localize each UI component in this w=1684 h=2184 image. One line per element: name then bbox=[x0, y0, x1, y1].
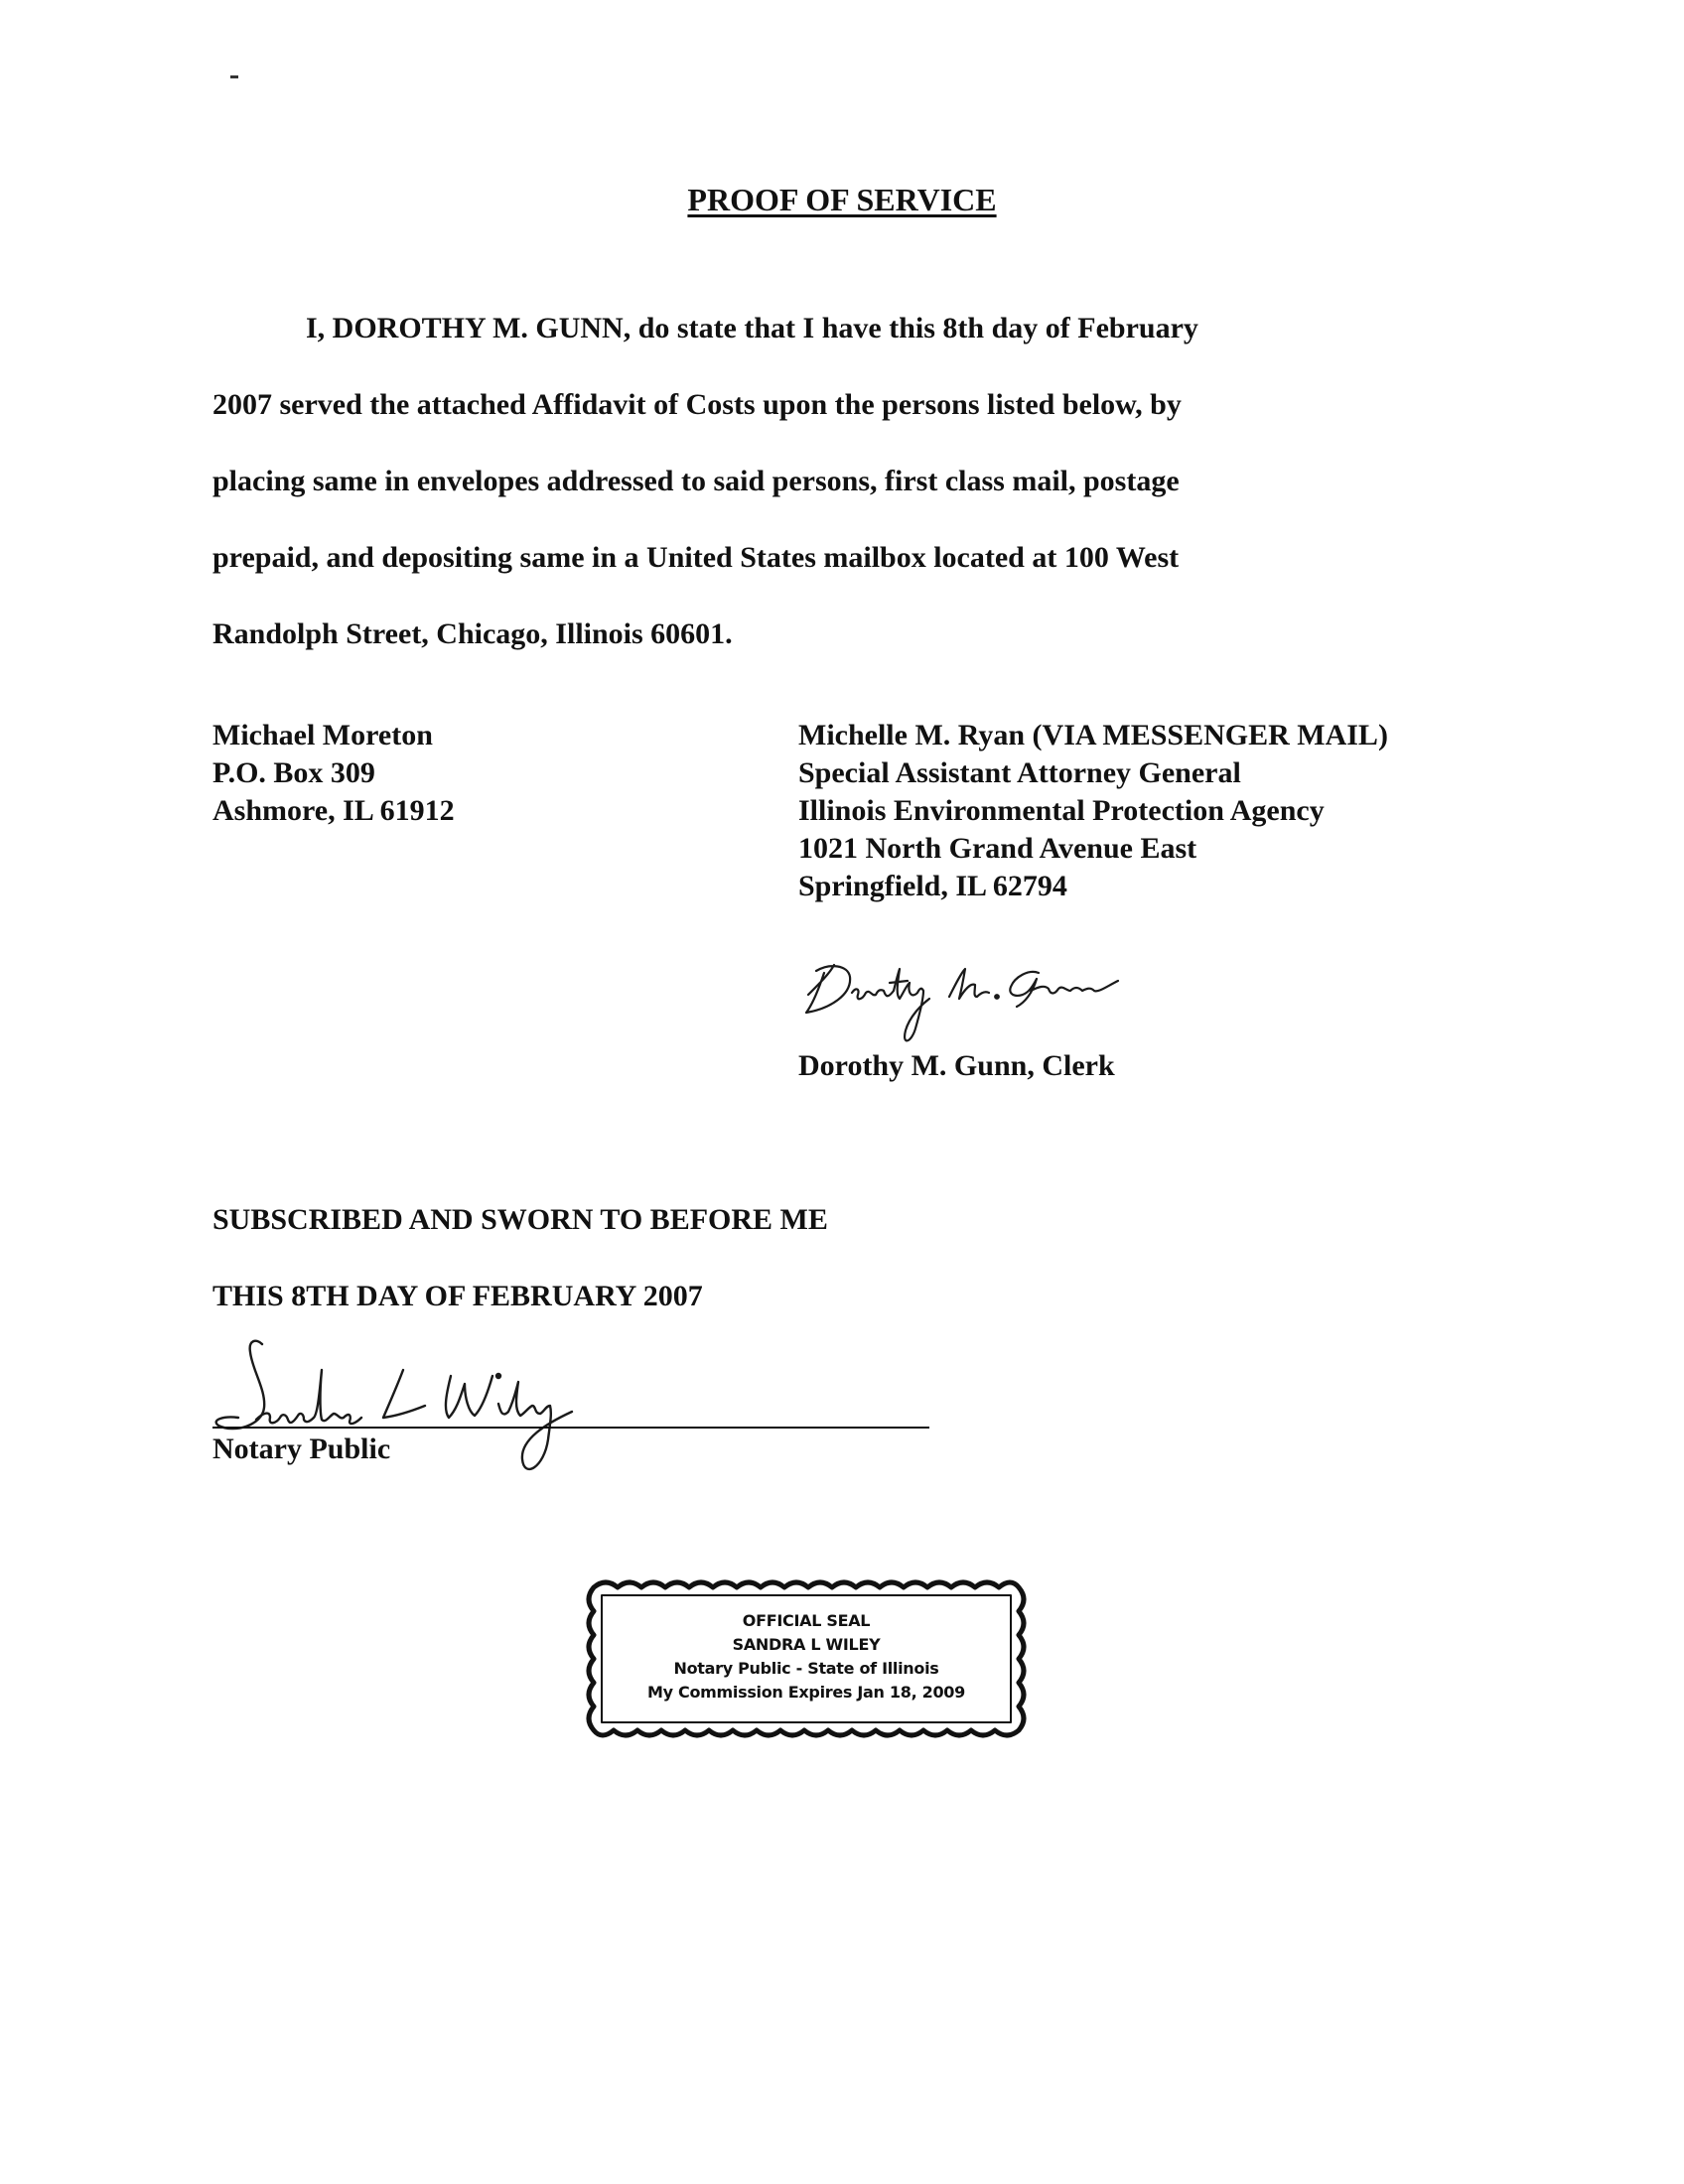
statement-line: Randolph Street, Chicago, Illinois 60601. bbox=[212, 617, 733, 650]
seal-jurisdiction: Notary Public - State of Illinois bbox=[673, 1659, 939, 1678]
recipient-address-line: P.O. Box 309 bbox=[212, 756, 375, 789]
seal-notary-name: SANDRA L WILEY bbox=[732, 1635, 881, 1654]
scan-artifact bbox=[230, 75, 238, 78]
statement-line: prepaid, and depositing same in a United States mailbox located at 100 West bbox=[212, 541, 1180, 574]
recipient-address-line: Ashmore, IL 61912 bbox=[212, 794, 455, 827]
recipient-name: Michelle M. Ryan (VIA MESSENGER MAIL) bbox=[798, 719, 1388, 751]
recipient-address-line: 1021 North Grand Avenue East bbox=[798, 832, 1197, 865]
recipient-address-left bbox=[212, 717, 455, 830]
statement-line: 2007 served the attached Affidavit of Costs upon the persons listed below, by bbox=[212, 388, 1182, 421]
official-seal-stamp bbox=[582, 1573, 1031, 1744]
seal-text bbox=[582, 1609, 1031, 1705]
recipient-address-line: Special Assistant Attorney General bbox=[798, 756, 1241, 789]
statement-line: I, DOROTHY M. GUNN, do state that I have this 8th day of February bbox=[306, 312, 1198, 344]
notary-public-label: Notary Public bbox=[212, 1433, 391, 1465]
recipient-address-line: Illinois Environmental Protection Agency bbox=[798, 794, 1325, 827]
clerk-signature bbox=[790, 943, 1148, 1052]
page-title: PROOF OF SERVICE bbox=[687, 182, 997, 217]
clerk-name: Dorothy M. Gunn, Clerk bbox=[798, 1049, 1115, 1082]
statement-paragraph bbox=[212, 290, 1305, 672]
recipient-address-right bbox=[798, 717, 1388, 905]
sworn-statement-line: SUBSCRIBED AND SWORN TO BEFORE ME bbox=[212, 1203, 828, 1236]
seal-heading: OFFICIAL SEAL bbox=[742, 1611, 871, 1630]
seal-commission-expiry: My Commission Expires Jan 18, 2009 bbox=[647, 1683, 965, 1702]
recipient-address-line: Springfield, IL 62794 bbox=[798, 870, 1067, 902]
sworn-date-line: THIS 8TH DAY OF FEBRUARY 2007 bbox=[212, 1280, 703, 1312]
notary-signature bbox=[205, 1330, 641, 1499]
recipient-name: Michael Moreton bbox=[212, 719, 433, 751]
statement-line: placing same in envelopes addressed to said persons, first class mail, postage bbox=[212, 465, 1180, 497]
signature-line bbox=[212, 1427, 929, 1429]
